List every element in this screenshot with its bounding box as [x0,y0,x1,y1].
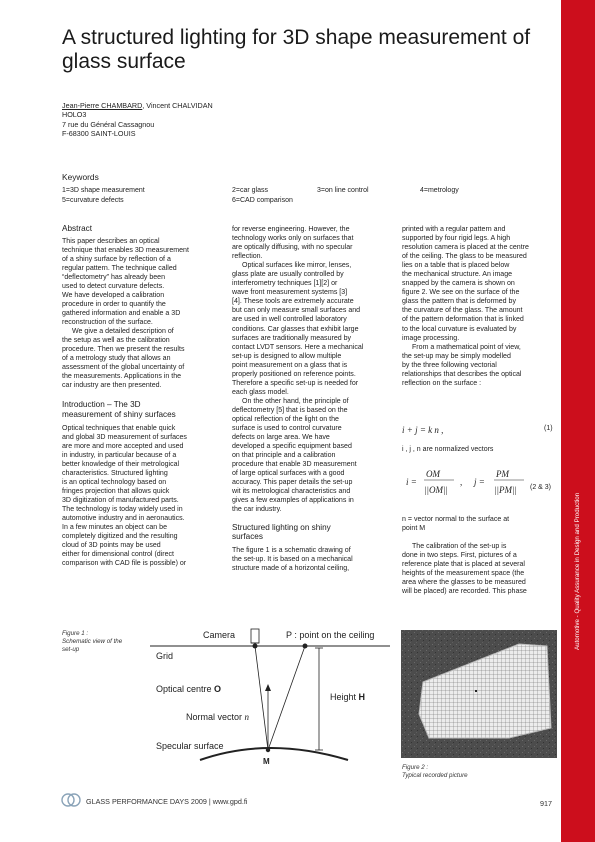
eq-j: j = [474,477,485,487]
text-line: structure made of a horizontal ceiling, [232,564,350,572]
text-line: set-up is designed to allow multiple [232,352,342,360]
text-line: by the three following vectorial [402,361,497,369]
point-m-dot [266,748,270,752]
text-line: relationships that describes the optical [402,370,522,378]
text-line: properly positioned on reference points. [232,370,356,378]
keywords-heading: Keywords [62,172,99,182]
column-3 [402,225,558,388]
text-line: contact LVDT sensors. Here a mechanical [232,343,364,351]
eq-pm-num: PM [496,469,509,479]
ray-om [255,646,268,750]
author-address-1: 7 rue du Général Cassagnou [62,119,155,129]
text-line: either for dimensional control (direct [62,551,175,559]
gpd-logo-icon [60,792,82,808]
text-line: n = vector normal to the surface at [402,516,510,523]
text-line: are used in well controlled laboratory [232,316,347,324]
equation-2-3-number: (2 & 3) [530,484,552,491]
text-line: image processing. [402,334,460,342]
figure-2-image [401,630,557,758]
text-line: is an optical technology based on [62,478,167,486]
text-line: [4]. These tools are extremely accurate [232,298,354,306]
text-line: technique that enables 3D measurement [62,246,189,254]
text-line: better knowledge of their metrological [62,460,180,468]
text-line: The figure 1 is a schematic drawing of [232,546,351,554]
text-line: the curvature of the glass. The amount [402,307,523,315]
equation-1: i + j = k n , [402,425,444,435]
text-line: regular pattern. The technique called [62,264,177,272]
height-label [330,692,365,702]
text-line: deflectometry [5] that is based on the [232,406,348,414]
text-line: gives a few examples of applications in [232,497,354,505]
intro-heading-line-1: Introduction – The 3D [62,400,141,410]
text-line: glass plate are usually controlled by [232,271,344,279]
heading-line-1: Structured lighting on shiny [232,522,331,532]
side-tab [561,0,595,842]
text-line: surfaces are traditionally measured by [232,334,352,342]
optical-centre-label [156,684,221,694]
text-line: reflection. [232,253,263,261]
equation-1-number: (1) [544,425,553,432]
text-line: accuracy. This paper details the set-up [232,479,353,487]
text-line: the set-up. It is based on a mechanical [232,555,353,563]
text-line: are more and more accepted and used [62,442,184,450]
text-line: comparison with CAD file is possible) or [62,560,187,568]
recorded-picture [401,630,557,758]
text-line: the car industry. [232,506,282,514]
author-org: HOLO3 [62,110,87,120]
text-line: This paper describes an optical [62,237,160,245]
text-line: to the local curvature is evaluated by [402,325,517,333]
text-line: of a metrology study that allows an [62,355,171,363]
text-line: From a mathematical point of view, [412,343,521,351]
paper-title: A structured lighting for 3D shape measurement of glass surface [62,26,531,73]
footer-text: GLASS PERFORMANCE DAYS 2009 | www.gpd.fi [86,797,248,806]
abstract-heading: Abstract [62,224,93,233]
height-text: Height [330,692,359,702]
text-line: developed a specific equipment based [232,443,352,451]
text-line: We give a detailed description of [72,328,174,336]
keyword-4: 4=metrology [420,187,459,194]
text-line: We have developed a calibration [62,291,165,299]
section-label: Automotive - Quality Assurance in Design and Production [574,492,581,650]
specular-surface-label: Specular surface [156,741,224,751]
text-line: the mechanical structure. An image [402,271,513,279]
caption-line: Figure 1 : [62,630,89,637]
caption-line: Typical recorded picture [402,772,468,779]
text-line: each glass model. [232,388,289,396]
text-line: in industry, in particular because of a [62,451,177,459]
keyword-1: 1=3D shape measurement [62,187,145,194]
text-line: on that principle and a calibration [232,452,336,460]
text-line: surface is used to control curvature [232,425,342,433]
text-line: characteristics. Structured lighting [62,469,168,477]
text-line: lies on a table that is placed below [402,262,510,270]
intro-heading [62,400,224,419]
caption-line: Schematic view of the [62,638,123,645]
text-line: done in two steps. First, pictures of a [402,552,517,560]
keyword-3: 3=on line control [317,187,369,194]
author-name-link[interactable]: Jean-Pierre CHAMBARD [62,101,143,110]
caption-line: Figure 2 : [402,764,429,771]
text-line: will be placed) are recorded. This phase [402,588,527,596]
eq-om-den: ||OM|| [424,485,448,495]
text-line: “deflectometry” has already been [62,273,166,281]
optical-centre-dot [253,644,258,649]
text-line: reconstruction of the surface. [62,319,153,327]
point-p-label: P : point on the ceiling [286,630,375,640]
normalized-vectors-note: i , j , n are normalized vectors [402,446,494,453]
text-line: optical reflection of the light on the [232,415,339,423]
text-line: wit its metrological characteristics and [232,488,351,496]
author-block [62,101,213,139]
text-line: reference plate that is placed at several [402,561,526,569]
text-line: conditions. Car glasses that exhibit large [232,325,359,333]
text-line: point M [402,525,426,533]
text-line: of the ceiling. The glass to be measured [402,253,527,261]
text-line: Optical surfaces like mirror, lenses, [242,262,352,270]
optical-centre-o: O [214,684,222,694]
column-2 [232,225,394,573]
text-line: cloud of 3D points may be used [62,542,161,550]
text-line: the measurements. Applications in the [62,373,182,381]
camera-shape [251,629,259,643]
text-line: 3D digitization of manufactured parts. [62,496,179,504]
author-names: , Vincent CHALVIDAN [142,101,213,110]
height-h: H [358,692,366,702]
eq-pm-den: ||PM|| [494,485,517,495]
eq-om-num: OM [426,469,440,479]
text-line: assessment of the global uncertainty of [62,364,185,372]
heading-line-2: surfaces [232,532,263,542]
text-line: technology works only on surfaces that [232,235,354,243]
text-line: for reverse engineering. However, the [232,226,350,233]
text-line: procedure. Then we present the results [62,346,185,354]
grid-label: Grid [156,651,174,661]
text-line: are optically diffusing, with no specular [232,244,353,252]
text-line: procedure in order to quantify the [62,300,166,308]
normal-vector-n: n [244,712,250,722]
text-line: reflection on the surface : [402,379,482,387]
text-line: In a few minutes an object can be [62,524,167,532]
equations-2-3 [402,464,532,504]
text-line: used to detect curvature defects. [62,282,165,290]
text-line: printed with a regular pattern and [402,226,506,233]
caption-line: set-up [62,646,80,653]
text-line: supported by four rigid legs. A high [402,235,511,243]
keyword-2: 2=car glass [232,187,268,194]
normal-definition [402,515,558,596]
text-line: automotive industry and in aeronautics. [62,515,185,523]
text-line: defects on large area. We have [232,434,330,442]
centre-mark [475,690,477,692]
ray-pm [268,646,305,750]
text-line: wave front measurement systems [3] [232,289,348,297]
page-number: 917 [540,799,552,808]
optical-centre-text: Optical centre [156,684,215,694]
text-line: The calibration of the set-up is [412,543,507,551]
text-line: completely digitized and the resulting [62,533,178,541]
text-line: Optical techniques that enable quick [62,424,176,432]
intro-heading-line-2: measurement of shiny surfaces [62,409,176,419]
column-1 [62,224,224,568]
text-line: and global 3D measurement of surfaces [62,433,187,441]
text-line: figure 2. We see on the surface of the [402,289,520,297]
text-line: resolution camera is placed at the centre [402,244,529,252]
text-line: glass the pattern that is deformed by [402,298,516,306]
author-address-2: F-68300 SAINT-LOUIS [62,129,136,139]
text-line: the setup as well as the calibration [62,337,170,345]
normal-vector-label [186,712,249,722]
eq-i: i = [406,477,417,487]
text-line: snapped by the camera is shown on [402,280,515,288]
text-line: but can only measure small surfaces and [232,307,361,315]
text-line: gathered information and enable a 3D [62,309,181,317]
text-line: On the other hand, the principle of [242,397,349,405]
point-p-dot [303,644,308,649]
text-line: The technology is today widely used in [62,506,183,513]
normal-arrow-head [265,684,271,691]
figure-2-caption [402,764,468,780]
point-m-label: M [263,757,270,766]
text-line: the set-up may be simply modelled [402,352,511,360]
keyword-6: 6=CAD comparison [232,197,293,204]
eq-separator: , [460,477,463,487]
text-line: of the pattern deformation that is linked [402,316,524,324]
text-line: point measurement on a glass that is [232,361,348,369]
text-line: interferometry techniques [1][2] or [232,280,338,288]
text-line: Therefore a specific set-up is needed for [232,379,359,387]
text-line: car industry are then presented. [62,382,162,390]
keyword-5: 5=curvature defects [62,197,124,204]
text-line: procedure that enable 3D measurement [232,461,357,469]
text-line: of large optical surfaces with a good [232,470,345,478]
camera-label: Camera [203,630,236,640]
text-line: area where the glasses to be measured [402,579,526,587]
structured-lighting-heading [232,523,394,542]
figure-1-caption [62,630,142,654]
text-line: heights of the measurement space (the [402,570,525,578]
text-line: fringes projection that allows quick [62,487,170,495]
text-line: of a shiny surface by reflection of a [62,255,171,263]
normal-vector-text: Normal vector [186,712,245,722]
